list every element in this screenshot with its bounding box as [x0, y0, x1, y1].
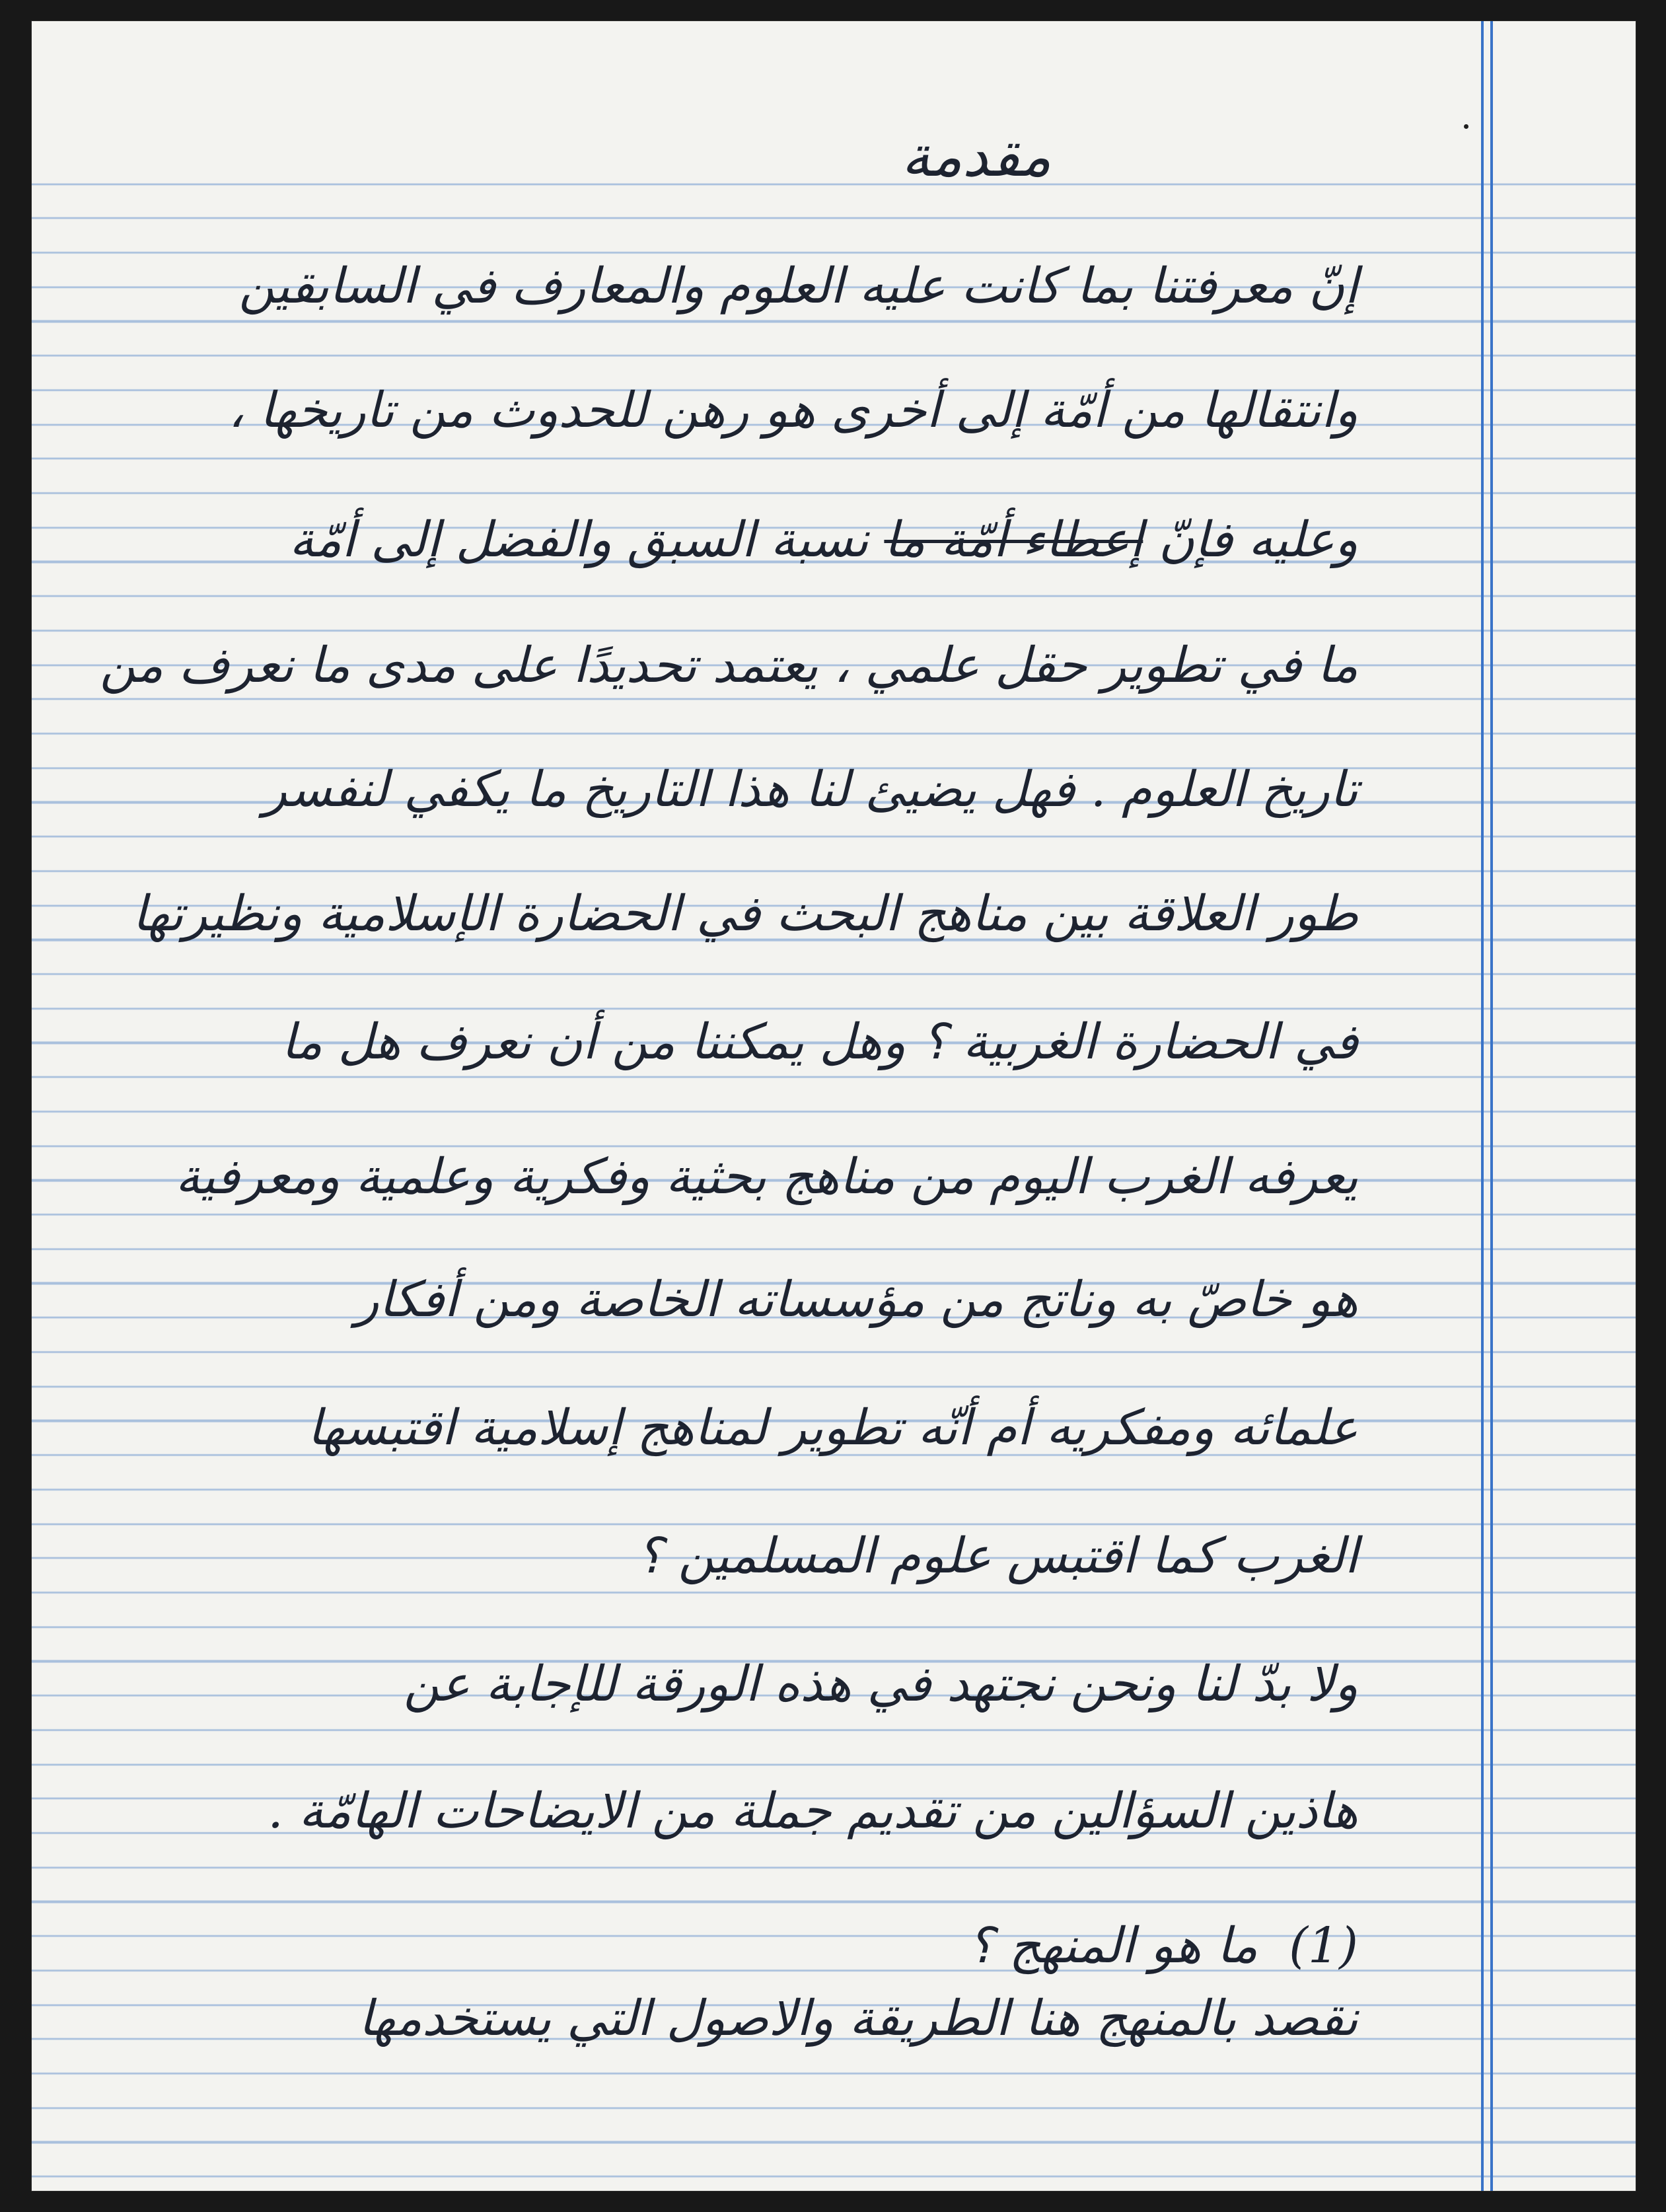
text-line-8: يعرفه الغرب اليوم من مناهج بحثية وفكرية وعلمية ومعرفية	[175, 1148, 1358, 1205]
text-line-3-start: وعليه فإنّ	[1143, 511, 1358, 568]
text-line-1: إنّ معرفتنا بما كانت عليه العلوم والمعارف في السابقين	[238, 258, 1358, 314]
item-number: (1)	[1289, 1917, 1358, 1974]
page-title: مقدمة	[901, 124, 1052, 190]
text-line-15: نقصد بالمنهج هنا الطريقة والاصول التي يستخدمها	[358, 1990, 1358, 2047]
text-line-14	[50, 1909, 1358, 1982]
text-line-12: ولا بدّ لنا ونحن نجتهد في هذه الورقة للإجابة عن	[403, 1656, 1358, 1713]
text-line-11: الغرب كما اقتبس علوم المسلمين ؟	[636, 1528, 1358, 1584]
sheet-top-margin	[32, 21, 1636, 151]
margin-line-left	[1481, 21, 1484, 2191]
text-line-10: علمائه ومفكريه أم أنّه تطوير لمناهج إسلامية اقتبسها	[307, 1399, 1358, 1456]
lined-paper-sheet	[32, 21, 1636, 2191]
text-line-5: تاريخ العلوم . فهل يضيئ لنا هذا التاريخ ما يكفي لنفسر	[263, 761, 1358, 818]
paper-dot	[1464, 124, 1468, 129]
text-line-3	[50, 503, 1358, 576]
text-line-4: ما في تطوير حقل علمي ، يعتمد تحديدًا على مدى ما نعرف من	[100, 637, 1358, 694]
text-line-6: طور العلاقة بين مناهج البحث في الحضارة الإسلامية ونظيرتها	[132, 885, 1358, 942]
margin-line-right	[1490, 21, 1493, 2191]
text-line-13: هاذين السؤالين من تقديم جملة من الايضاحات الهامّة .	[268, 1783, 1358, 1839]
text-line-2: وانتقالها من أمّة إلى أخرى هو رهن للحدوث من تاريخها ،	[228, 382, 1358, 439]
text-line-9: هو خاصّ به وناتج من مؤسساته الخاصة ومن أفكار	[355, 1271, 1358, 1328]
item-question: ما هو المنهج ؟	[967, 1917, 1258, 1974]
struck-out-text: إعطاء أمّة ما	[884, 511, 1143, 568]
text-line-7: في الحضارة الغربية ؟ وهل يمكننا من أن نعرف هل ما	[281, 1014, 1358, 1070]
text-line-3-end: نسبة السبق والفضل إلى أمّة	[289, 511, 885, 568]
